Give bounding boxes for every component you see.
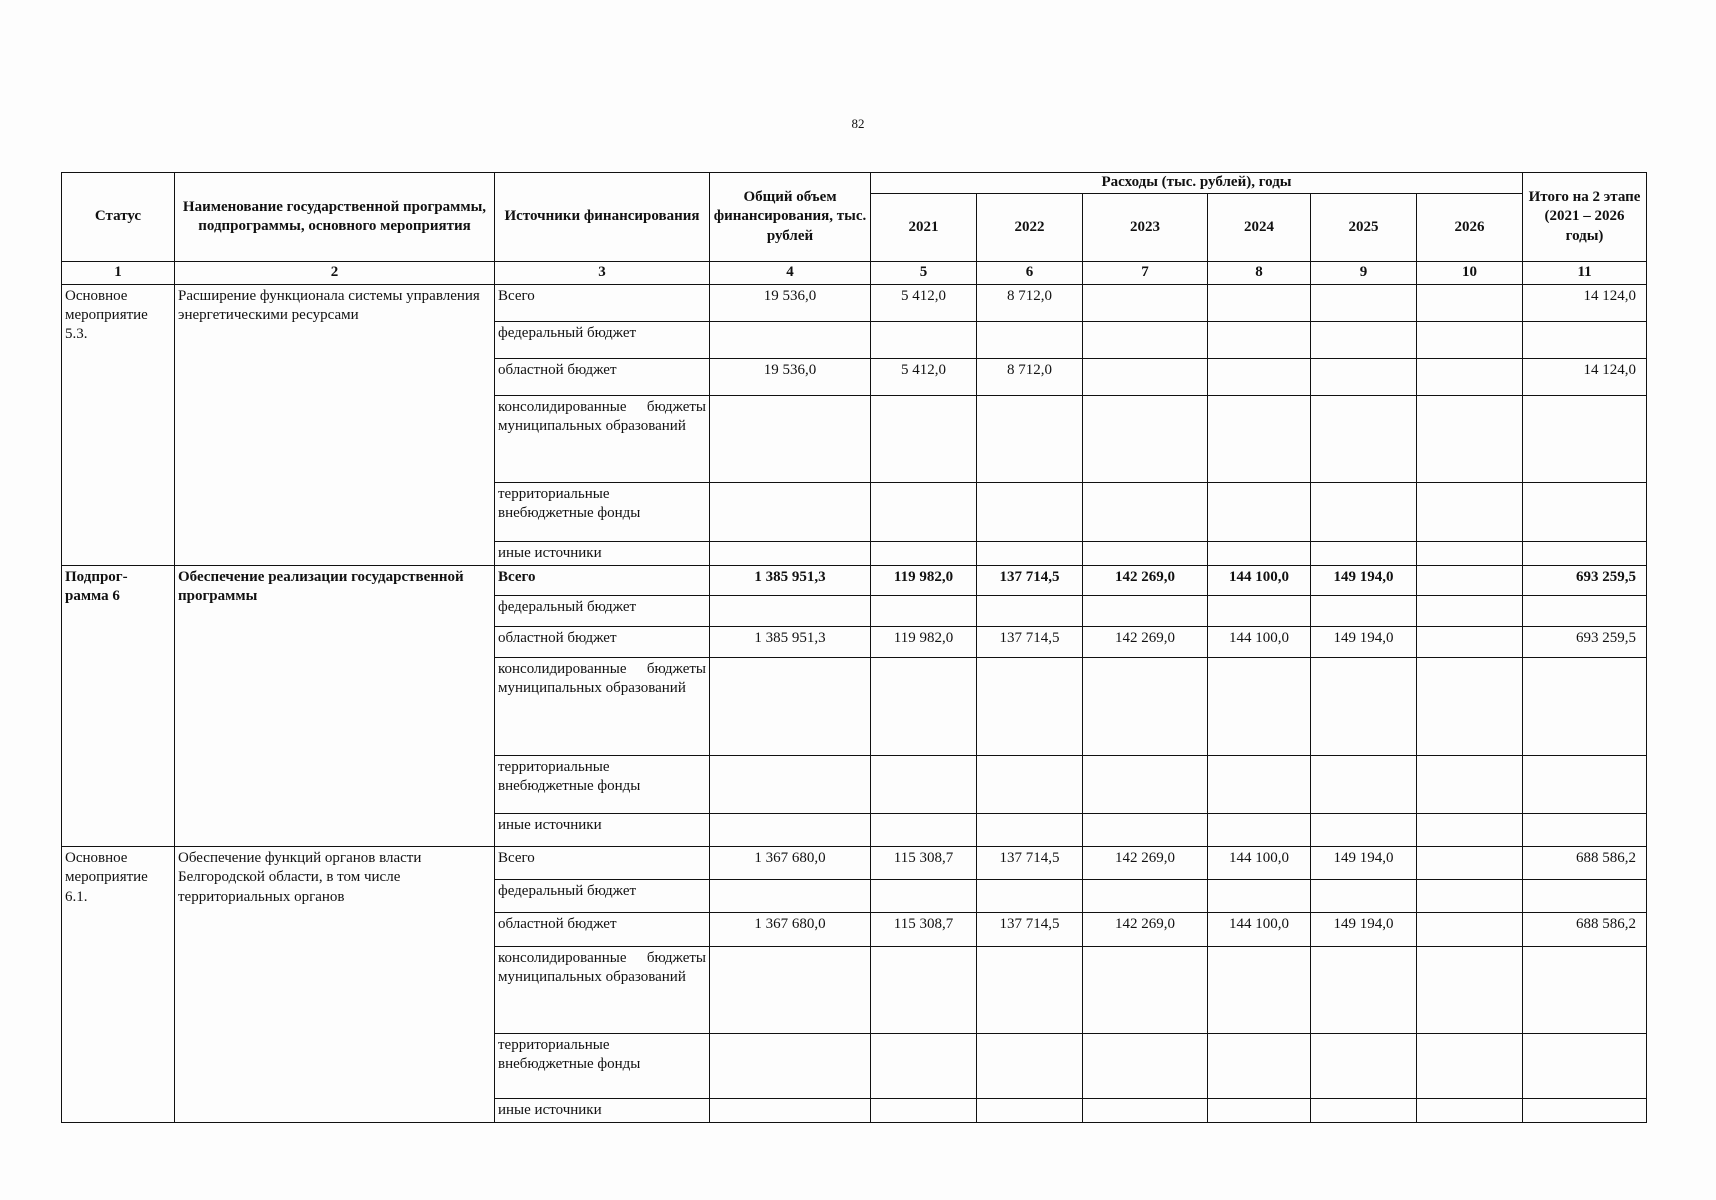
year-value-cell: 119 982,0 (871, 627, 977, 658)
total-volume-cell: 19 536,0 (710, 359, 871, 396)
year-value-cell (1208, 322, 1311, 359)
total-volume-cell (710, 322, 871, 359)
year-value-cell (871, 322, 977, 359)
column-number: 7 (1083, 262, 1208, 285)
header-name: Наименование государственной программы, подпрограммы, основного мероприятия (175, 173, 495, 262)
year-value-cell (871, 1034, 977, 1099)
year-value-cell (977, 596, 1083, 627)
source-cell: федеральный бюджет (495, 596, 710, 627)
header-year: 2025 (1311, 194, 1417, 262)
column-number: 1 (62, 262, 175, 285)
stage-total-cell: 688 586,2 (1523, 913, 1647, 947)
total-volume-cell (710, 880, 871, 913)
column-number: 8 (1208, 262, 1311, 285)
total-volume-cell: 1 367 680,0 (710, 913, 871, 947)
stage-total-cell (1523, 814, 1647, 847)
year-value-cell (1417, 814, 1523, 847)
source-cell: консолидированные бюджеты муниципальных образований (495, 947, 710, 1034)
year-value-cell (871, 483, 977, 542)
stage-total-cell (1523, 322, 1647, 359)
year-value-cell (1208, 947, 1311, 1034)
year-value-cell (871, 880, 977, 913)
year-value-cell (1417, 596, 1523, 627)
year-value-cell (1083, 880, 1208, 913)
year-value-cell: 142 269,0 (1083, 566, 1208, 596)
year-value-cell: 144 100,0 (1208, 913, 1311, 947)
year-value-cell: 144 100,0 (1208, 847, 1311, 880)
total-volume-cell: 1 385 951,3 (710, 627, 871, 658)
year-value-cell (1417, 542, 1523, 566)
year-value-cell (1311, 322, 1417, 359)
stage-total-cell (1523, 596, 1647, 627)
header-year: 2021 (871, 194, 977, 262)
stage-total-cell (1523, 1034, 1647, 1099)
year-value-cell (977, 658, 1083, 756)
stage-total-cell: 688 586,2 (1523, 847, 1647, 880)
stage-total-cell: 693 259,5 (1523, 566, 1647, 596)
table-row (62, 285, 1647, 322)
year-value-cell (871, 658, 977, 756)
total-volume-cell: 1 367 680,0 (710, 847, 871, 880)
column-number: 2 (175, 262, 495, 285)
status-cell: Основное мероприятие 5.3. (62, 285, 175, 566)
source-cell: иные источники (495, 814, 710, 847)
year-value-cell (1311, 756, 1417, 814)
year-value-cell (1083, 322, 1208, 359)
year-value-cell: 149 194,0 (1311, 566, 1417, 596)
year-value-cell (1417, 658, 1523, 756)
total-volume-cell (710, 1034, 871, 1099)
column-number: 5 (871, 262, 977, 285)
total-volume-cell: 1 385 951,3 (710, 566, 871, 596)
year-value-cell (1208, 880, 1311, 913)
stage-total-cell (1523, 483, 1647, 542)
column-number: 11 (1523, 262, 1647, 285)
header-status: Статус (62, 173, 175, 262)
source-cell: федеральный бюджет (495, 880, 710, 913)
status-cell: Основное мероприятие 6.1. (62, 847, 175, 1123)
financing-table (61, 172, 1647, 1123)
column-number: 3 (495, 262, 710, 285)
total-volume-cell (710, 814, 871, 847)
year-value-cell (1208, 359, 1311, 396)
year-value-cell (1083, 396, 1208, 483)
year-value-cell (1417, 359, 1523, 396)
source-cell: консолидированные бюджеты муниципальных образований (495, 396, 710, 483)
table-row (62, 847, 1647, 880)
source-cell: областной бюджет (495, 359, 710, 396)
column-number-row (62, 262, 1647, 285)
stage-total-cell (1523, 1099, 1647, 1123)
source-cell: областной бюджет (495, 913, 710, 947)
year-value-cell (1311, 947, 1417, 1034)
year-value-cell (1417, 396, 1523, 483)
year-value-cell: 149 194,0 (1311, 913, 1417, 947)
total-volume-cell: 19 536,0 (710, 285, 871, 322)
year-value-cell: 5 412,0 (871, 285, 977, 322)
year-value-cell (1311, 596, 1417, 627)
total-volume-cell (710, 756, 871, 814)
year-value-cell (1417, 947, 1523, 1034)
source-cell: территориальные внебюджетные фонды (495, 1034, 710, 1099)
year-value-cell (1417, 1099, 1523, 1123)
source-cell: областной бюджет (495, 627, 710, 658)
year-value-cell (871, 542, 977, 566)
year-value-cell (1417, 913, 1523, 947)
column-number: 6 (977, 262, 1083, 285)
year-value-cell (1083, 359, 1208, 396)
program-name-cell: Расширение функционала системы управления энергетическими ресурсами (175, 285, 495, 566)
year-value-cell (1311, 1099, 1417, 1123)
header-sources: Источники финансирования (495, 173, 710, 262)
year-value-cell (1417, 566, 1523, 596)
year-value-cell (871, 596, 977, 627)
column-number: 4 (710, 262, 871, 285)
total-volume-cell (710, 1099, 871, 1123)
year-value-cell (1417, 880, 1523, 913)
header-total-volume: Общий объем финансирования, тыс. рублей (710, 173, 871, 262)
year-value-cell (977, 396, 1083, 483)
year-value-cell (1311, 1034, 1417, 1099)
stage-total-cell: 14 124,0 (1523, 285, 1647, 322)
year-value-cell (1083, 285, 1208, 322)
total-volume-cell (710, 483, 871, 542)
year-value-cell (1208, 1034, 1311, 1099)
year-value-cell (1311, 396, 1417, 483)
stage-total-cell (1523, 396, 1647, 483)
year-value-cell: 137 714,5 (977, 566, 1083, 596)
total-volume-cell (710, 396, 871, 483)
year-value-cell: 5 412,0 (871, 359, 977, 396)
table-row (62, 566, 1647, 596)
year-value-cell (871, 814, 977, 847)
year-value-cell: 115 308,7 (871, 847, 977, 880)
year-value-cell (977, 756, 1083, 814)
year-value-cell: 142 269,0 (1083, 847, 1208, 880)
header-expenses: Расходы (тыс. рублей), годы (871, 173, 1523, 194)
total-volume-cell (710, 658, 871, 756)
year-value-cell: 137 714,5 (977, 847, 1083, 880)
stage-total-cell: 14 124,0 (1523, 359, 1647, 396)
year-value-cell (1083, 947, 1208, 1034)
year-value-cell: 137 714,5 (977, 627, 1083, 658)
year-value-cell (977, 1099, 1083, 1123)
program-name-cell: Обеспечение реализации государственной программы (175, 566, 495, 847)
year-value-cell (1417, 627, 1523, 658)
page-number: 82 (851, 116, 865, 131)
year-value-cell: 8 712,0 (977, 359, 1083, 396)
year-value-cell (1208, 1099, 1311, 1123)
year-value-cell (1208, 814, 1311, 847)
year-value-cell: 142 269,0 (1083, 627, 1208, 658)
year-value-cell (1083, 542, 1208, 566)
header-year: 2023 (1083, 194, 1208, 262)
year-value-cell (1417, 483, 1523, 542)
year-value-cell (1083, 1034, 1208, 1099)
source-cell: иные источники (495, 542, 710, 566)
year-value-cell (1311, 285, 1417, 322)
year-value-cell: 8 712,0 (977, 285, 1083, 322)
source-cell: федеральный бюджет (495, 322, 710, 359)
source-cell: территориальные внебюджетные фонды (495, 756, 710, 814)
year-value-cell (1417, 847, 1523, 880)
year-value-cell (977, 483, 1083, 542)
year-value-cell: 115 308,7 (871, 913, 977, 947)
year-value-cell (1208, 285, 1311, 322)
source-cell: Всего (495, 285, 710, 322)
source-cell: Всего (495, 847, 710, 880)
year-value-cell (1083, 658, 1208, 756)
stage-total-cell (1523, 658, 1647, 756)
year-value-cell (977, 947, 1083, 1034)
total-volume-cell (710, 596, 871, 627)
year-value-cell (1083, 1099, 1208, 1123)
stage-total-cell (1523, 880, 1647, 913)
header-year: 2022 (977, 194, 1083, 262)
year-value-cell (1311, 880, 1417, 913)
column-number: 9 (1311, 262, 1417, 285)
stage-total-cell (1523, 542, 1647, 566)
source-cell: Всего (495, 566, 710, 596)
year-value-cell (977, 1034, 1083, 1099)
status-cell: Подпрог-рамма 6 (62, 566, 175, 847)
year-value-cell (1417, 1034, 1523, 1099)
year-value-cell: 149 194,0 (1311, 627, 1417, 658)
total-volume-cell (710, 947, 871, 1034)
year-value-cell (1311, 483, 1417, 542)
stage-total-cell (1523, 947, 1647, 1034)
year-value-cell (1208, 396, 1311, 483)
year-value-cell (1083, 596, 1208, 627)
year-value-cell: 119 982,0 (871, 566, 977, 596)
year-value-cell (1311, 814, 1417, 847)
year-value-cell (1417, 322, 1523, 359)
year-value-cell (871, 947, 977, 1034)
year-value-cell: 149 194,0 (1311, 847, 1417, 880)
source-cell: консолидированные бюджеты муниципальных образований (495, 658, 710, 756)
year-value-cell (871, 1099, 977, 1123)
year-value-cell: 144 100,0 (1208, 627, 1311, 658)
year-value-cell (1208, 542, 1311, 566)
year-value-cell (1208, 658, 1311, 756)
year-value-cell: 142 269,0 (1083, 913, 1208, 947)
year-value-cell (977, 814, 1083, 847)
year-value-cell (871, 756, 977, 814)
total-volume-cell (710, 542, 871, 566)
year-value-cell (1083, 483, 1208, 542)
year-value-cell: 137 714,5 (977, 913, 1083, 947)
year-value-cell (1311, 542, 1417, 566)
source-cell: иные источники (495, 1099, 710, 1123)
year-value-cell (977, 880, 1083, 913)
year-value-cell (1417, 285, 1523, 322)
year-value-cell (977, 322, 1083, 359)
year-value-cell (1417, 756, 1523, 814)
year-value-cell (977, 542, 1083, 566)
year-value-cell (1208, 756, 1311, 814)
year-value-cell: 144 100,0 (1208, 566, 1311, 596)
stage-total-cell (1523, 756, 1647, 814)
header-year: 2026 (1417, 194, 1523, 262)
program-name-cell: Обеспечение функций органов власти Белгородской области, в том числе территориальных органов (175, 847, 495, 1123)
header-year: 2024 (1208, 194, 1311, 262)
year-value-cell (1208, 483, 1311, 542)
year-value-cell (1311, 658, 1417, 756)
year-value-cell (1083, 756, 1208, 814)
header-stage-total: Итого на 2 этапе (2021 – 2026 годы) (1523, 173, 1647, 262)
year-value-cell (1311, 359, 1417, 396)
year-value-cell (1083, 814, 1208, 847)
source-cell: территориальные внебюджетные фонды (495, 483, 710, 542)
year-value-cell (871, 396, 977, 483)
stage-total-cell: 693 259,5 (1523, 627, 1647, 658)
column-number: 10 (1417, 262, 1523, 285)
year-value-cell (1208, 596, 1311, 627)
